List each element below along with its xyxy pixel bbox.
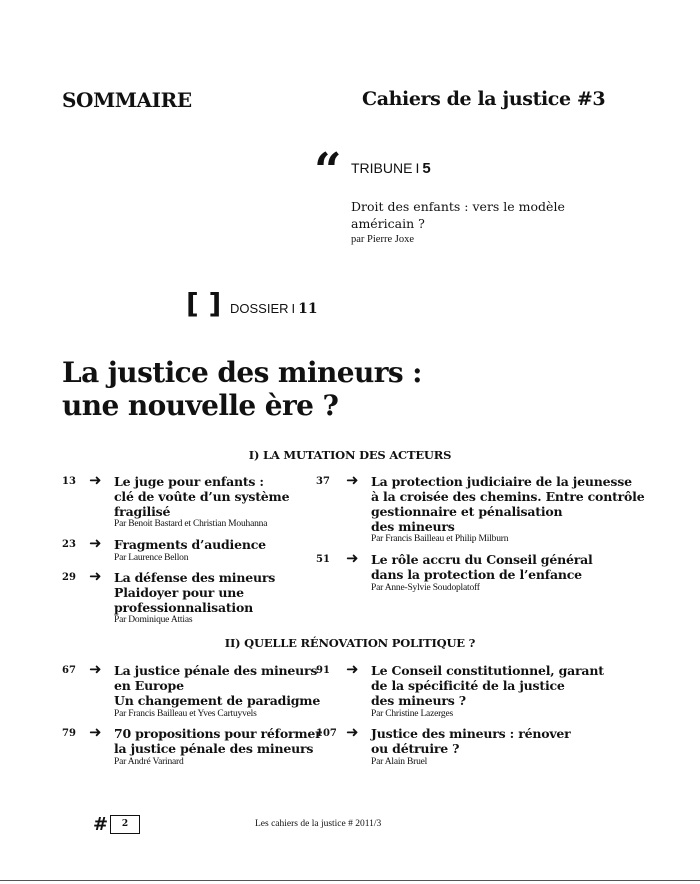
tribune-separator: I	[415, 160, 420, 176]
entry-author: Par Alain Bruel	[371, 757, 428, 767]
tribune-page-number: 5	[422, 160, 431, 177]
brackets-icon: [ ]	[186, 287, 222, 320]
tribune-label	[351, 160, 431, 177]
entry-page-number: 29	[62, 572, 76, 583]
header-journal-title: Cahiers de la justice #3	[362, 88, 606, 110]
entry-title: La défense des mineurs Plaidoyer pour une professionnalisation	[114, 570, 276, 615]
section-title-2: II) QUELLE RÉNOVATION POLITIQUE ?	[224, 636, 476, 650]
arrow-right-icon: ➜	[89, 567, 102, 585]
entry-author: Par Anne-Sylvie Soudoplatoff	[371, 583, 480, 593]
entry-page-number: 37	[316, 476, 330, 487]
entry-page-number: 67	[62, 665, 76, 676]
entry-author: Par Francis Bailleau et Philip Milburn	[371, 534, 509, 544]
dossier-page-number: 11	[298, 301, 318, 317]
entry-page-number: 91	[316, 665, 330, 676]
entry-title: Fragments d’audience	[114, 537, 266, 552]
hash-icon: #	[93, 814, 109, 835]
entry-page-number: 107	[316, 728, 337, 739]
footer-journal-reference: Les cahiers de la justice # 2011/3	[255, 819, 382, 829]
dossier-separator: I	[291, 301, 296, 316]
entry-title: 70 propositions pour réformer la justice pénale des mineurs	[114, 726, 322, 756]
arrow-right-icon: ➜	[89, 723, 102, 741]
entry-page-number: 51	[316, 554, 330, 565]
entry-title: La protection judiciaire de la jeunesse à la croisée des chemins. Entre contrôle gestionnaire et pénalisation des mineurs	[371, 474, 645, 534]
arrow-right-icon: ➜	[89, 534, 102, 552]
tribune-author: par Pierre Joxe	[351, 234, 414, 245]
entry-title: Le Conseil constitutionnel, garant de la spécificité de la justice des mineurs ?	[371, 663, 604, 708]
arrow-right-icon: ➜	[89, 660, 102, 678]
entry-title: La justice pénale des mineurs en Europe Un changement de paradigme	[114, 663, 321, 708]
dossier-label-text: DOSSIER	[230, 301, 289, 316]
dossier-title	[62, 356, 662, 422]
entry-page-number: 23	[62, 539, 76, 550]
entry-page-number: 79	[62, 728, 76, 739]
dossier-title-line-1: La justice des mineurs :	[62, 356, 422, 389]
entry-title: Justice des mineurs : rénover ou détruire ?	[371, 726, 571, 756]
footer-page-number: 2	[110, 815, 140, 834]
entry-author: Par Dominique Attias	[114, 615, 193, 625]
header-sommaire: SOMMAIRE	[62, 88, 192, 112]
dossier-title-line-2: une nouvelle ère ?	[62, 389, 339, 422]
entry-author: Par André Varinard	[114, 757, 184, 767]
arrow-right-icon: ➜	[89, 471, 102, 489]
entry-author: Par Laurence Bellon	[114, 553, 189, 563]
arrow-right-icon: ➜	[346, 549, 359, 567]
arrow-right-icon: ➜	[346, 660, 359, 678]
entry-author: Par Francis Bailleau et Yves Cartuyvels	[114, 709, 257, 719]
arrow-right-icon: ➜	[346, 723, 359, 741]
entry-author: Par Christine Lazerges	[371, 709, 453, 719]
arrow-right-icon: ➜	[346, 471, 359, 489]
section-title-1: I) LA MUTATION DES ACTEURS	[248, 448, 452, 462]
entry-page-number: 13	[62, 476, 76, 487]
entry-author: Par Benoit Bastard et Christian Mouhanna	[114, 519, 268, 529]
tribune-label-text: TRIBUNE	[351, 160, 413, 176]
tribune-article-title[interactable]: Droit des enfants : vers le modèle américain ?	[351, 199, 565, 231]
bottom-divider	[0, 880, 700, 881]
dossier-label	[230, 301, 318, 317]
quote-icon: “	[314, 143, 342, 199]
entry-title: Le juge pour enfants : clé de voûte d’un système fragilisé	[114, 474, 290, 519]
entry-title: Le rôle accru du Conseil général dans la protection de l’enfance	[371, 552, 593, 582]
